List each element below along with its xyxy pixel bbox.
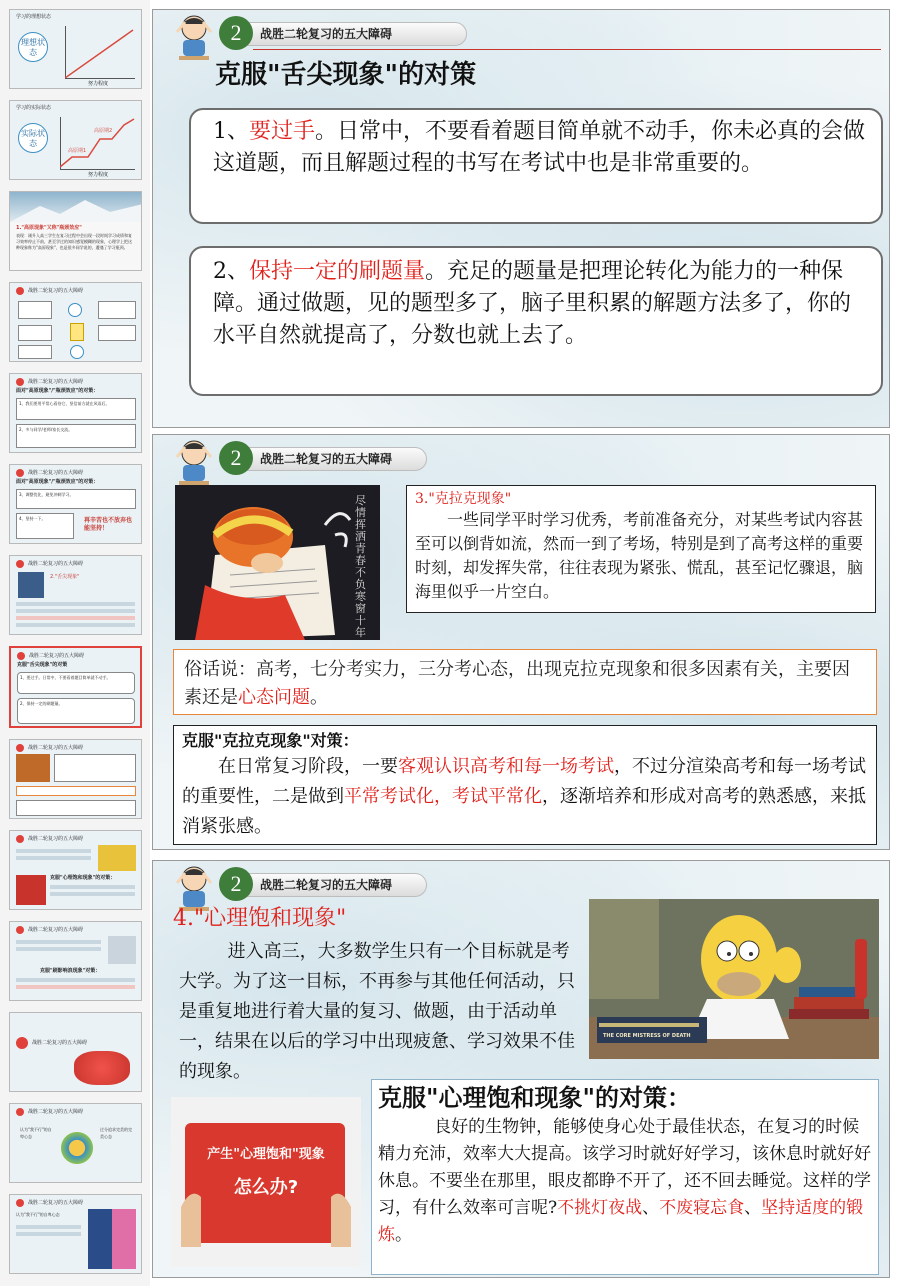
thumbnail-title: 学习的实际状态 [16, 105, 52, 111]
thumbnail-text-line [16, 609, 135, 613]
strategy-text: ，逐渐培养和形成对高考的熟悉感，来抵消紧张感。 [182, 786, 866, 837]
thumbnail-number-badge [16, 1037, 28, 1049]
thumbnail-title: 克服"刷影响浪现象"对策： [40, 968, 101, 974]
thumbnail-title: 2."舌尖现象" [50, 574, 80, 580]
thumbnail-title: 面对"高原现象"/"瓶颈效应"的对策： [16, 388, 99, 394]
thumbnail-number-badge [16, 744, 24, 752]
strategy-text: 在日常复习阶段，一要 [218, 756, 398, 777]
slide-thumbnail-8[interactable] [9, 646, 142, 728]
slide-thumbnail-4[interactable] [9, 282, 142, 362]
thumbnail-text-line [16, 985, 135, 989]
thumbnail-box [70, 345, 84, 359]
thumbnail-text-line [50, 885, 135, 889]
saying-keyword: 心态问题 [238, 687, 310, 708]
clark-phenomenon-box [406, 485, 876, 613]
thumbnail-point: 2、多与同学/老师/家长交流。 [19, 427, 73, 432]
saturation-sign-photo [171, 1097, 361, 1267]
thumbnail-number-badge [17, 652, 25, 660]
thumbnail-number-badge [16, 926, 24, 934]
section-header-pill: 战胜二轮复习的五大障碍 [237, 22, 467, 46]
thumbnail-point: 过分追求完美的完美心态 [100, 1127, 132, 1139]
sign-text: 产生"心理饱和"现象 [207, 1147, 325, 1162]
section-body: 进入高三，大多数学生只有一个目标就是考大学。为了这一目标，不再参与其他任何活动，只是重复地进行着大量的复习、做题，由于活动单一，结果在以后的学习中出现疲惫、学习效果不佳的现象。 [179, 941, 575, 1082]
slide-tongue-tip-strategy [152, 9, 890, 428]
point-number: 2、 [213, 259, 249, 284]
thumbnail-heading: 战胜二轮复习的五大障碍 [28, 470, 84, 476]
saturation-strategy-box [371, 1079, 879, 1275]
thumbnail-axis [65, 78, 135, 79]
thumbnail-label: 高原期1 [68, 148, 87, 154]
slide-thumbnail-7[interactable] [9, 555, 142, 635]
thumbnail-text-line [50, 892, 135, 896]
saying-end: 。 [310, 687, 328, 708]
strategy-keyword: 平常考试化，考试平常化 [344, 786, 542, 807]
thumbnail-number-badge [16, 378, 24, 386]
cartoon-image [108, 936, 136, 964]
thumbnail-text-line [16, 602, 135, 606]
thumbnail-number-badge [16, 560, 24, 568]
photo-caption: 尽情挥洒青春 不负寒窗十年 [355, 494, 366, 639]
thumbnail-number-badge [16, 1108, 24, 1116]
thumbnail-box [54, 754, 136, 782]
thumbnail-box [18, 345, 52, 359]
thumbnail-line-chart [60, 117, 136, 169]
thumbnail-bubble: 理想状态 [18, 32, 48, 62]
thumbnail-axis-label: 努力程度 [88, 172, 109, 178]
strategy-keyword: 客观认识高考和每一场考试 [398, 756, 614, 777]
thumbnail-text-line [16, 940, 101, 944]
thumbnail-point: 认为"我不行"的自卑心态 [16, 1212, 60, 1217]
slide-thumbnail-5[interactable] [9, 373, 142, 453]
section-number-badge: 2 [219, 441, 253, 475]
slide-thumbnail-13[interactable] [9, 1103, 142, 1183]
strategy-title: 克服"克拉克现象"对策： [182, 731, 359, 750]
tired-cartoon-image [589, 899, 879, 1059]
point-keyword: 保持一定的刷题量 [249, 259, 426, 284]
saying-text: 俗话说：高考，七分考实力，三分考心态，出现克拉克现象和很多因素有关，主要因素还是 [184, 659, 850, 708]
slide-thumbnail-11[interactable] [9, 921, 142, 1001]
thumbnail-box [98, 325, 136, 341]
saying-box [173, 649, 877, 715]
thumbnail-title: 学习的理想状态 [16, 14, 52, 20]
thumbnail-point: 1、要过手。日常中，不要看着题目简单就不动手。 [20, 675, 111, 680]
photo-thumbnail [16, 754, 50, 782]
thumbnail-title: 克服"心理饱和现象"的对策： [50, 875, 116, 881]
cartoon-image [98, 845, 136, 871]
point-1-box [189, 108, 883, 224]
section-number-badge: 2 [219, 867, 253, 901]
strategy-keyword: 不废寝忘食 [659, 1198, 745, 1218]
slide-thumbnail-12[interactable] [9, 1012, 142, 1092]
thumbnail-point: 认为"我不行"的自卑心态 [20, 1127, 52, 1139]
thumbnail-box [98, 301, 136, 319]
clark-strategy-box [173, 725, 877, 845]
point-number: 1、 [213, 119, 249, 144]
sign-image [16, 875, 46, 905]
thumbnail-heading: 战胜二轮复习的五大障碍 [28, 379, 84, 385]
thumbnail-slogan: 再辛苦也不放弃也能坚持！ [84, 517, 133, 532]
slide-thumbnail-6[interactable] [9, 464, 142, 544]
studying-student-photo [175, 485, 380, 640]
point-keyword: 要过手 [249, 119, 316, 144]
thumbnail-title: 克服"舌尖现象"的对策 [17, 662, 68, 668]
strategy-end: 。 [395, 1225, 412, 1245]
hexagon-diagram [60, 1128, 94, 1168]
thumbnail-title: 面对"高原现象"/"瓶颈效应"的对策： [16, 479, 99, 485]
point-2-box [189, 246, 883, 396]
thumbnail-box [18, 325, 52, 341]
slide-title: 克服"舌尖现象"的对策 [215, 60, 477, 90]
strategy-keyword: 不挑灯夜战 [557, 1198, 643, 1218]
thumbnail-text-line [16, 1225, 81, 1229]
thumbnail-heading: 战胜二轮复习的五大障碍 [28, 745, 84, 751]
strategy-text: ，不过分渲染高考和每一场考试的重要性，二是做到 [182, 756, 866, 807]
strategy-separator: 、 [642, 1198, 660, 1218]
slide-thumbnail-3[interactable] [9, 191, 142, 271]
studying-student-photo [175, 485, 380, 640]
thumbnail-box [70, 323, 84, 341]
thumbnail-text-line [16, 947, 101, 951]
thumbnail-text-line [16, 1232, 81, 1236]
thumbnail-heading: 战胜二轮复习的五大障碍 [28, 561, 84, 567]
section-title: 4."心理饱和现象" [173, 906, 347, 931]
thumbnail-text-line [16, 623, 135, 627]
thumbnail-number-badge [16, 287, 24, 295]
cartoon-image [18, 572, 44, 598]
thumbnail-text-line [16, 978, 135, 982]
section-header-pill: 战胜二轮复习的五大障碍 [237, 447, 427, 471]
thumbnail-bubble: 实际状态 [18, 123, 48, 153]
section-header-pill: 战胜二轮复习的五大障碍 [237, 873, 427, 897]
illustration-image [88, 1209, 136, 1269]
strategy-title: 克服"心理饱和现象"的对策： [378, 1083, 692, 1112]
thumbnail-number-badge [16, 835, 24, 843]
thumbnail-point: 3、调整优化，避免冲刺学习。 [19, 492, 74, 497]
slide-thumbnail-14[interactable] [9, 1194, 142, 1274]
slide-thumbnail-2[interactable] [9, 100, 142, 180]
thumbnail-box [18, 301, 52, 319]
thumbnail-label: 高原期2 [94, 128, 113, 134]
thumbnail-body: 表现：刚升入高三学生在复习过程中会出现一段时间学习成绩和复习效率停止不前，甚至学过的知识感觉模糊的现象，心理学上把这种现象称为"高原现象"，也是很多同学说的，遭遇了学习瓶颈。 [16, 233, 132, 250]
explosion-image [74, 1051, 130, 1085]
thumbnail-box [16, 800, 136, 816]
strategy-separator: 、 [744, 1198, 762, 1218]
thumbnail-line-chart [65, 28, 135, 78]
strategy-keyword: 坚持适度的锻炼 [378, 1198, 864, 1245]
slide-thumbnail-10[interactable] [9, 830, 142, 910]
slide-clark-phenomenon [152, 434, 890, 850]
header-rule [253, 49, 881, 50]
strategy-text: 良好的生物钟，能够使身心处于最佳状态，在复习的时候精力充沛，效率大大提高。该学习时就好好学习，该休息时就好好休息。不要坐在那里，眼皮都睁不开了，还不回去睡觉。这样的学习，有什么效率可言呢? [378, 1117, 871, 1218]
thumbnail-point: 1、我们要用平常心看待它，坚信前方就在风雨后。 [19, 401, 110, 406]
mountain-image [10, 200, 142, 222]
slide-thumbnail-9[interactable] [9, 739, 142, 819]
thumbnail-axis-label: 努力程度 [88, 81, 109, 87]
thumbnail-text-line [16, 856, 91, 860]
student-mascot-icon [171, 437, 217, 487]
book-label: THE CORE MISTRESS OF DEATH [603, 1033, 691, 1039]
thumbnail-box [68, 303, 82, 317]
slide-thumbnail-panel [0, 0, 150, 1286]
slide-psychological-saturation [152, 860, 890, 1278]
thumbnail-axis [60, 169, 135, 170]
section-number-badge: 2 [219, 16, 253, 50]
thumbnail-text-line [16, 616, 135, 620]
thumbnail-heading: 战胜二轮复习的五大障碍 [28, 927, 84, 933]
thumbnail-point: 2、保持一定的刷题量。 [20, 701, 63, 706]
thumbnail-number-badge [16, 469, 24, 477]
box-text: 一些同学平时学习优秀，考前准备充分，对某些考试内容甚至可以倒背如流，然而一到了考场，特别是到了高考这样的重要时刻，却发挥失常，往往表现为紧张、慌乱，甚至记忆骤退，脑海里似乎一片空白。 [415, 510, 864, 601]
thumbnail-text-line [16, 849, 91, 853]
student-mascot-icon [171, 12, 217, 62]
thumbnail-heading: 战胜二轮复习的五大障碍 [28, 1200, 84, 1206]
thumbnail-heading: 战胜二轮复习的五大障碍 [28, 1109, 84, 1115]
thumbnail-number-badge [16, 1199, 24, 1207]
thumbnail-heading: 1."高原现象"又称"瓶颈效应" [16, 225, 82, 231]
point-text: 。日常中，不要看着题目简单就不动手，你未必真的会做这道题，而且解题过程的书写在考试中也是非常重要的。 [213, 119, 866, 176]
box-title: 3."克拉克现象" [415, 491, 512, 507]
sign-text: 怎么办? [233, 1177, 299, 1198]
thumbnail-box [16, 786, 136, 796]
slide-thumbnail-1[interactable] [9, 9, 142, 89]
point-text: 。充足的题量是把理论转化为能力的一种保障。通过做题，见的题型多了，脑子里积累的解题方法多了，你的水平自然就提高了，分数也就上去了。 [213, 259, 852, 348]
thumbnail-heading: 战胜二轮复习的五大障碍 [29, 653, 85, 659]
thumbnail-heading: 战胜二轮复习的五大障碍 [32, 1040, 88, 1046]
thumbnail-heading: 战胜二轮复习的五大障碍 [28, 836, 84, 842]
thumbnail-point: 4、坚持一下。 [19, 516, 46, 521]
thumbnail-heading: 战胜二轮复习的五大障碍 [28, 288, 84, 294]
